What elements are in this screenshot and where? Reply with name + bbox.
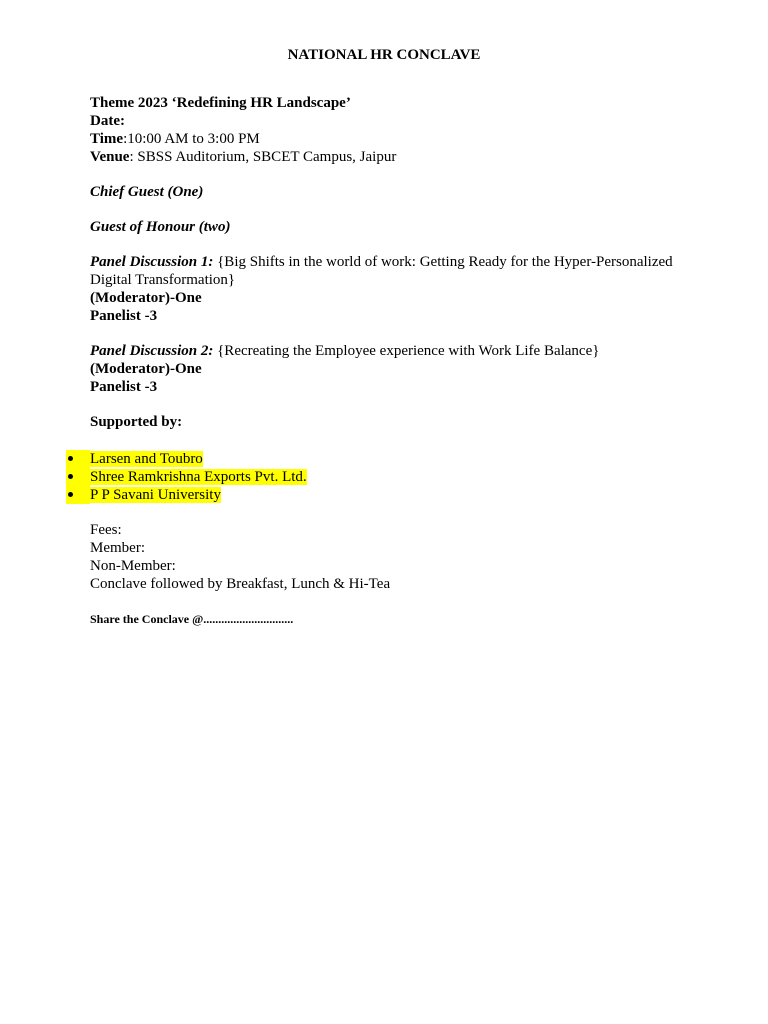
date-label: Date: bbox=[90, 113, 125, 129]
panel1-panelist: Panelist -3 bbox=[90, 308, 158, 324]
panel1-line1 bbox=[90, 253, 673, 271]
document-title: NATIONAL HR CONCLAVE bbox=[287, 47, 481, 63]
time-value: :10:00 AM to 3:00 PM bbox=[123, 131, 260, 147]
panel1-moderator: (Moderator)-One bbox=[90, 290, 202, 306]
member-label: Member: bbox=[90, 540, 145, 556]
supporter-name: Shree Ramkrishna Exports Pvt. Ltd. bbox=[90, 469, 307, 485]
supporter-item bbox=[90, 486, 221, 504]
panel2-panelist: Panelist -3 bbox=[90, 379, 158, 395]
supporter-item bbox=[90, 450, 203, 468]
panel1-topic-line2: Digital Transformation} bbox=[90, 272, 236, 288]
venue-value: : SBSS Auditorium, SBCET Campus, Jaipur bbox=[129, 149, 397, 165]
panel2-moderator: (Moderator)-One bbox=[90, 361, 202, 377]
fees-label: Fees: bbox=[90, 522, 122, 538]
guest-of-honour: Guest of Honour (two) bbox=[90, 219, 231, 235]
bullet-dot-icon bbox=[68, 456, 73, 461]
panel1-label: Panel Discussion 1: bbox=[90, 254, 214, 270]
bullet-dot-icon bbox=[68, 474, 73, 479]
chief-guest: Chief Guest (One) bbox=[90, 184, 204, 200]
venue-label: Venue bbox=[90, 149, 130, 165]
time-line bbox=[90, 130, 260, 148]
theme-line: Theme 2023 ‘Redefining HR Landscape’ bbox=[90, 95, 351, 111]
panel2-line bbox=[90, 342, 599, 360]
bullet-marker bbox=[66, 450, 90, 468]
bullet-marker bbox=[66, 486, 90, 504]
supporter-name: Larsen and Toubro bbox=[90, 451, 203, 467]
bullet-marker bbox=[66, 468, 90, 486]
panel2-topic: {Recreating the Employee experience with Work Life Balance} bbox=[213, 343, 600, 359]
bullet-dot-icon bbox=[68, 492, 73, 497]
supporter-name: P P Savani University bbox=[90, 487, 221, 503]
venue-line bbox=[90, 148, 396, 166]
share-note: Share the Conclave @.............................. bbox=[90, 612, 294, 626]
meals-note: Conclave followed by Breakfast, Lunch & Hi-Tea bbox=[90, 576, 391, 592]
panel1-topic-line1: {Big Shifts in the world of work: Getting Ready for the Hyper-Personalized bbox=[213, 254, 673, 270]
time-label: Time bbox=[90, 131, 124, 147]
supporter-item bbox=[90, 468, 307, 486]
non-member-label: Non-Member: bbox=[90, 558, 176, 574]
panel2-label: Panel Discussion 2: bbox=[90, 343, 214, 359]
supported-by-label: Supported by: bbox=[90, 414, 183, 430]
